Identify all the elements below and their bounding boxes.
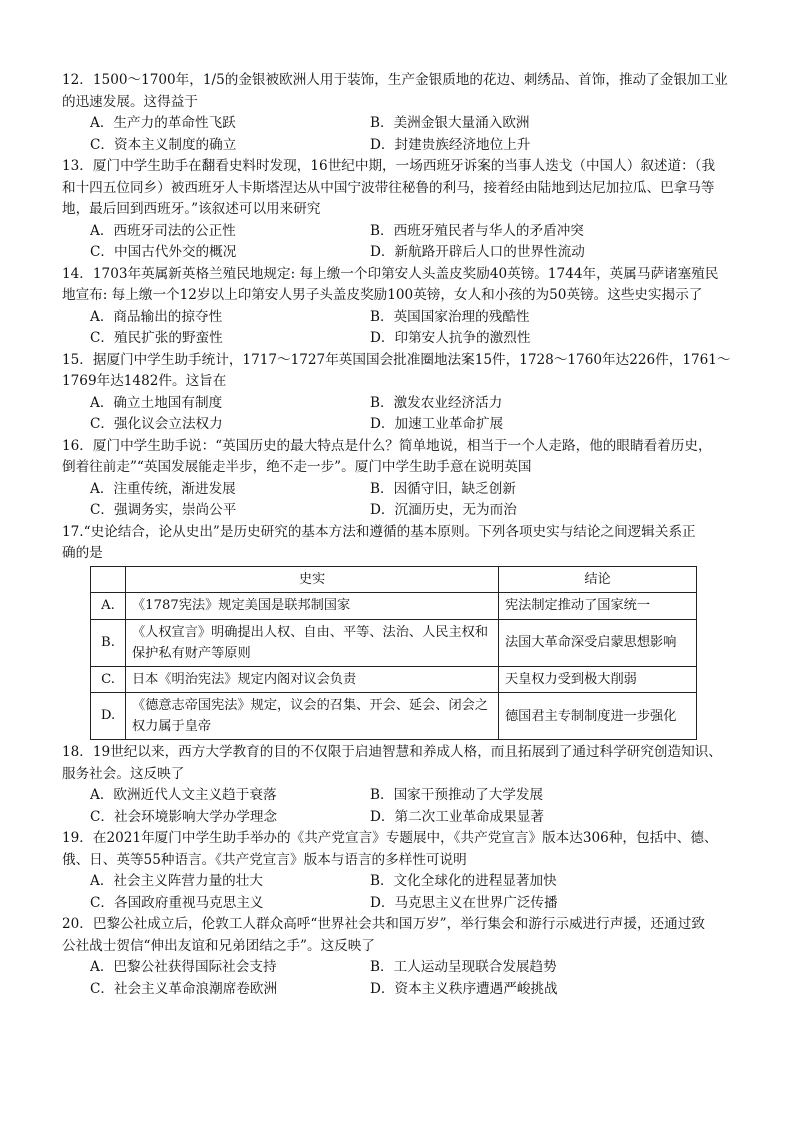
row-label: A. [91,593,126,620]
row-conclusion: 德国君主专制制度进一步强化 [499,693,697,740]
question-stem-line: 确的是 [62,545,103,561]
option-d[interactable]: D．加速工业革命扩展 [370,416,504,432]
option-c[interactable]: C．社会环境影响大学办学理念 [90,808,278,825]
question-stem-line: 13．厦门中学生助手在翻看史料时发现，16世纪中期，一场西班牙诉案的当事人迭戈（中国人）叙述道：（我 [62,158,716,174]
option-a[interactable]: A．欧洲近代人文主义趋于衰落 [90,787,277,803]
options [62,957,746,1000]
question-stem-line: 的迅速发展。这得益于 [62,93,198,110]
option-d[interactable]: D．马克思主义在世界广泛传播 [370,894,558,911]
question-stem-line: 倒着往前走”“英国发展能走半步，绝不走一步”。厦门中学生助手意在说明英国 [62,459,532,475]
question-stem-line: 18．19世纪以来，西方大学教育的目的不仅限于启迪智慧和养成人格，而且拓展到了通过科学研究创造知识、 [62,744,722,760]
question-stem-line: 服务社会。这反映了 [62,765,185,782]
option-b[interactable]: B．国家干预推动了大学发展 [370,787,544,803]
question-18 [62,742,746,828]
table-row[interactable] [91,619,697,666]
question-stem-line: 15．据厦门中学生助手统计，1717～1727年英国国会批准圈地法案15件，1728～1760年达226件，1761～ [62,351,731,368]
option-a[interactable]: A．确立土地国有制度 [90,394,223,411]
row-label: D. [91,693,126,740]
row-conclusion: 宪法制定推动了国家统一 [499,593,697,620]
option-c[interactable]: C．强化议会立法权力 [90,416,223,432]
option-b[interactable]: B．文化全球化的进程显著加快 [370,873,557,889]
option-c[interactable]: C．社会主义革命浪潮席卷欧洲 [90,980,278,997]
question-12 [62,70,746,156]
option-c[interactable]: C．殖民扩张的野蛮性 [90,330,223,346]
row-fact: 日本《明治宪法》规定内阁对议会负责 [126,666,499,693]
option-a[interactable]: A．生产力的革命性飞跃 [90,115,236,131]
option-a[interactable]: A．巴黎公社获得国际社会支持 [90,959,277,975]
table-row[interactable] [91,693,697,740]
option-c[interactable]: C．强调务实，崇尚公平 [90,502,237,518]
row-label: C. [91,666,126,693]
option-a[interactable]: A．商品输出的掠夺性 [90,308,223,325]
options [62,479,746,522]
option-a[interactable]: A．注重传统，渐进发展 [90,480,236,497]
option-a[interactable]: A．西班牙司法的公正性 [90,222,236,239]
table-header-conclusion: 结论 [499,566,697,593]
row-label: B. [91,619,126,666]
row-fact: 《1787宪法》规定美国是联邦制国家 [126,593,499,620]
options [62,221,746,264]
question-20 [62,914,746,1000]
question-stem-line: 公社战士贺信“伸出友谊和兄弟团结之手”。这反映了 [62,937,375,954]
option-b[interactable]: B．因循守旧，缺乏创新 [370,480,516,497]
option-b[interactable]: B．西班牙殖民者与华人的矛盾冲突 [370,222,584,239]
question-stem-line: 16．厦门中学生助手说：“英国历史的最大特点是什么？简单地说，相当于一个人走路，他的眼睛看着历史， [62,437,712,454]
question-stem-line: 和十四五位同乡）被西班牙人卡斯塔涅达从中国宁波带往秘鲁的利马，接着经由陆地到达尼加拉瓜、巴拿马等 [62,179,715,196]
option-d[interactable]: D．第二次工业革命成果显著 [370,808,545,825]
row-conclusion: 法国大革命深受启蒙思想影响 [499,619,697,666]
option-d[interactable]: D．新航路开辟后人口的世界性流动 [370,244,585,260]
options [62,393,746,436]
option-b[interactable]: B．激发农业经济活力 [370,394,503,411]
question-stem-line: 1769年达1482件。这旨在 [62,373,227,389]
options [62,785,746,828]
question-13 [62,156,746,264]
options [62,113,746,156]
option-d[interactable]: D．沉湎历史，无为而治 [370,502,517,518]
question-stem-line: 12．1500～1700年，1/5的金银被欧洲人用于装饰，生产金银质地的花边、刺绣品、首饰，推动了金银加工业 [62,72,728,88]
option-b[interactable]: B．工人运动呈现联合发展趋势 [370,959,557,975]
table-row[interactable] [91,666,697,693]
option-c[interactable]: C．中国古代外交的概况 [90,244,237,260]
table-header-fact: 史实 [126,566,499,593]
options [62,871,746,914]
row-fact: 《德意志帝国宪法》规定，议会的召集、开会、延会、闭会之权力属于皇帝 [126,693,499,740]
question-stem-line: 俄、日、英等55种语言。《共产党宣言》版本与语言的多样性可说明 [62,851,467,868]
question-stem-line: 地宣布: 每上缴一个12岁以上印第安人男子头盖皮奖励100英镑，女人和小孩的为50英镑。这些史实揭示了 [62,287,703,303]
option-d[interactable]: D．资本主义秩序遭遇严峻挑战 [370,980,558,997]
table-header-label [91,566,126,593]
question-stem-line: 地，最后回到西班牙。”该叙述可以用来研究 [62,201,321,217]
row-fact: 《人权宣言》明确提出人权、自由、平等、法治、人民主权和保护私有财产等原则 [126,619,499,666]
option-c[interactable]: C．资本主义制度的确立 [90,136,237,153]
option-d[interactable]: D．封建贵族经济地位上升 [370,136,531,153]
row-conclusion: 天皇权力受到极大削弱 [499,666,697,693]
question-stem-line: 20．巴黎公社成立后，伦敦工人群众高呼“世界社会共和国万岁”，举行集会和游行示威进行声援，还通过致 [62,916,705,932]
question-stem-line: 17.“史论结合，论从史出”是历史研究的基本方法和遵循的基本原则。下列各项史实与结论之间逻辑关系正 [62,523,696,540]
table-row[interactable] [91,593,697,620]
question-15 [62,350,746,436]
option-a[interactable]: A．社会主义阵营力量的壮大 [90,873,263,889]
options [62,307,746,350]
history-table [90,566,697,741]
option-c[interactable]: C．各国政府重视马克思主义 [90,894,264,911]
table-header-row [91,566,697,593]
option-b[interactable]: B．美洲金银大量涌入欧洲 [370,115,530,131]
question-17 [62,522,746,741]
option-b[interactable]: B．英国国家治理的残酷性 [370,308,530,325]
question-16 [62,436,746,522]
question-stem-line: 19．在2021年厦门中学生助手举办的《共产党宣言》专题展中，《共产党宣言》版本达306种，包括中、德、 [62,830,718,846]
exam-page [62,70,746,1000]
option-d[interactable]: D．印第安人抗争的激烈性 [370,330,531,346]
question-stem-line: 14．1703年英属新英格兰殖民地规定: 每上缴一个印第安人头盖皮奖励40英镑。1744年，英属马萨诸塞殖民 [62,265,719,282]
question-14 [62,264,746,350]
question-19 [62,828,746,914]
